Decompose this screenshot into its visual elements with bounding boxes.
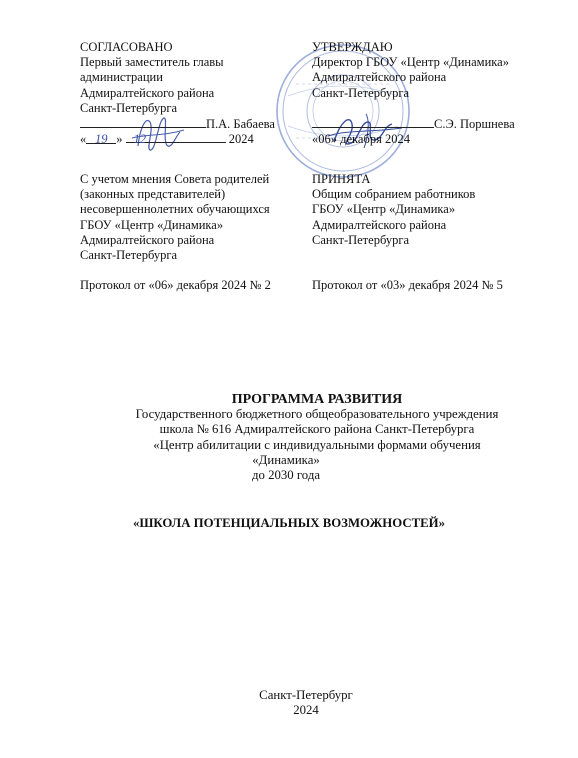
approved-district-line: Адмиралтейского района — [312, 70, 447, 85]
agreed-signature-line — [80, 116, 275, 132]
accepted-org-line: ГБОУ «Центр «Динамика» — [312, 202, 456, 217]
program-period: до 2030 года — [251, 468, 321, 483]
agreed-date-month: 12 — [126, 132, 226, 143]
document-footer — [0, 688, 578, 718]
agreed-heading: СОГЛАСОВАНО — [80, 40, 173, 54]
council-line: С учетом мнения Совета родителей — [80, 172, 270, 186]
council-line: (законных представителей) — [80, 187, 226, 202]
approved-position-line: Директор ГБОУ «Центр «Динамика» — [312, 55, 509, 70]
accepted-block — [312, 172, 503, 294]
council-line: несовершеннолетних обучающихся — [80, 202, 270, 217]
footer-city: Санкт-Петербург — [259, 688, 353, 702]
program-title: ПРОГРАММА РАЗВИТИЯ — [231, 392, 403, 407]
program-org-line: «Центр абилитации с индивидуальными формами обучения — [153, 437, 481, 452]
council-district-line: Адмиралтейского района — [80, 232, 215, 247]
program-org-line: «Динамика» — [252, 452, 320, 467]
accepted-city-line: Санкт-Петербурга — [312, 232, 410, 247]
program-title-block — [0, 392, 578, 483]
approved-signature-line — [312, 116, 515, 132]
accepted-district-line: Адмиралтейского района — [312, 217, 447, 232]
council-city-line: Санкт-Петербурга — [80, 248, 178, 263]
agreed-date-day: 19 — [86, 132, 116, 144]
council-protocol: Протокол от «06» декабря 2024 № 2 — [80, 278, 271, 293]
approval-approved-block — [312, 40, 515, 147]
parents-council-block — [80, 172, 271, 294]
approved-heading: УТВЕРЖДАЮ — [312, 40, 393, 54]
accepted-heading: ПРИНЯТА — [312, 172, 371, 186]
signature-underline — [80, 116, 206, 128]
program-org-line: школа № 616 Адмиралтейского района Санкт-Петербурга — [159, 422, 475, 437]
signature-underline — [312, 116, 434, 128]
program-org-line: Государственного бюджетного общеобразовательного учреждения — [135, 407, 499, 422]
agreed-position-line: Первый заместитель главы — [80, 55, 224, 70]
accepted-protocol: Протокол от «03» декабря 2024 № 5 — [312, 278, 503, 293]
accepted-line: Общим собранием работников — [312, 187, 476, 202]
program-subtitle: «ШКОЛА ПОТЕНЦИАЛЬНЫХ ВОЗМОЖНОСТЕЙ» — [132, 516, 446, 530]
agreed-date-line: « 19 » 12 2024 — [80, 132, 254, 147]
agreed-signer-name: П.А. Бабаева — [206, 117, 275, 132]
footer-year: 2024 — [293, 703, 319, 718]
approval-agreed-block — [80, 40, 275, 147]
agreed-date-year: 2024 — [228, 132, 254, 147]
agreed-district-line: Адмиралтейского района — [80, 85, 215, 100]
council-org-line: ГБОУ «Центр «Динамика» — [80, 217, 224, 232]
approved-date: «06» декабря 2024 — [312, 132, 410, 147]
agreed-city-line: Санкт-Петербурга — [80, 100, 178, 115]
approved-city-line: Санкт-Петербурга — [312, 85, 410, 100]
approved-signer-name: С.Э. Поршнева — [434, 117, 515, 131]
agreed-position-line: администрации — [80, 70, 163, 85]
